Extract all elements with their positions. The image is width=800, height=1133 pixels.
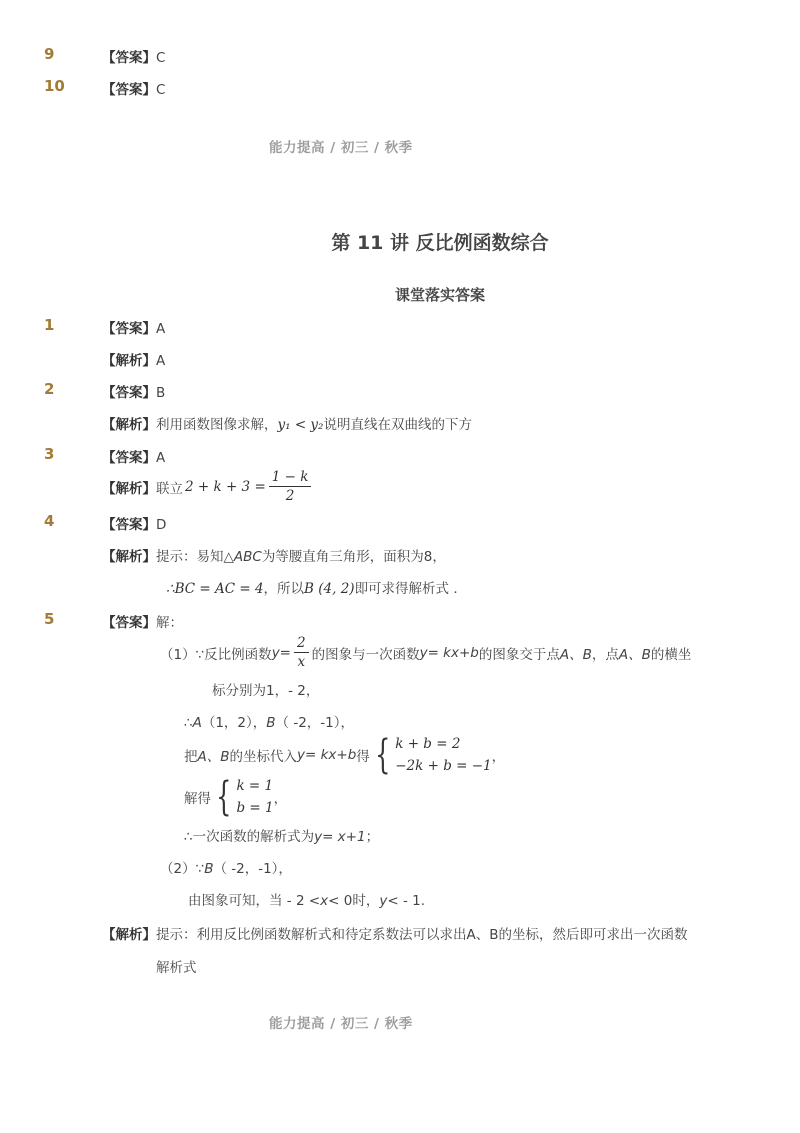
analysis-text-tail: 为等腰直角三角形，面积为8， (261, 549, 446, 565)
analysis-tag: 【解析】 (102, 549, 156, 565)
answer-tag: 【答案】 (102, 615, 156, 631)
analysis-row-3 (102, 468, 314, 505)
point-b: B (266, 715, 276, 731)
equation-system (211, 775, 274, 819)
solution-text: 得 (356, 749, 370, 765)
solution-text: 的图象交于点 (478, 646, 560, 663)
question-number-2: 2 (44, 380, 55, 398)
answer-row-2 (102, 381, 165, 401)
answer-tag: 【答案】 (102, 450, 156, 466)
question-number-3: 3 (44, 445, 55, 463)
equation-2: −2k + b = −1 (395, 758, 492, 774)
analysis-text: 提示：利用反比例函数解析式和待定系数法可以求出A、B的坐标，然后即可求出一次函数 (156, 927, 688, 943)
solution-part2-line2 (188, 889, 425, 909)
point-math: B (4, 2) (304, 581, 355, 597)
triangle-label: △ABC (223, 549, 262, 565)
answer-text: A (156, 450, 166, 466)
answer-row-5 (102, 611, 183, 631)
fraction-numerator: 1 − k (269, 468, 312, 487)
solution-text: 的横坐 (650, 646, 692, 663)
question-number-4: 4 (44, 512, 55, 530)
solution-result-line (184, 825, 379, 845)
analysis-row-5-line2: 解析式 (156, 960, 197, 976)
question-number-5: 5 (44, 610, 55, 628)
question-number-1: 1 (44, 316, 55, 334)
coords-b: （ -2，-1）， (275, 715, 355, 731)
analysis-text-tail: 即可求得解析式 . (354, 581, 458, 597)
analysis-row-2 (102, 413, 472, 433)
answer-tag: 【答案】 (102, 82, 156, 98)
fraction-denominator: 2 (285, 488, 295, 504)
answer-row-10 (102, 78, 165, 98)
answer-row-1 (102, 317, 165, 337)
variable-y: y (379, 893, 388, 909)
analysis-text: 提示：易知 (156, 549, 224, 565)
analysis-text: ，所以 (263, 581, 305, 597)
answer-row-9 (102, 46, 165, 66)
point-labels: A、B (559, 646, 592, 663)
answer-tag: 【答案】 (102, 50, 156, 66)
fraction-denominator: x (297, 654, 306, 670)
question-number-10: 10 (44, 77, 65, 95)
solution-text: （1）∵反比例函数 (160, 646, 272, 663)
equation-system (370, 733, 492, 777)
answer-text: A (156, 321, 166, 337)
equation-1: k = 1 (236, 778, 274, 794)
solution-text: 解得 (184, 791, 211, 807)
equation-2: b = 1 (236, 800, 274, 816)
point-labels: A、B (197, 749, 230, 765)
answer-text: C (156, 50, 166, 66)
answer-row-3 (102, 446, 165, 466)
section-subtitle: 课堂落实答案 (394, 286, 485, 304)
analysis-tag: 【解析】 (102, 417, 156, 433)
equation-math: 2 + k + 3 = (185, 478, 266, 495)
page-footer-bottom: 能力提高 / 初三 / 秋季 (269, 1016, 413, 1032)
analysis-row-4-line2 (166, 577, 458, 597)
fraction (294, 634, 309, 671)
point-labels: A、B (618, 646, 651, 663)
solution-substitute-line (184, 733, 505, 777)
lecture-title: 第 11 讲 反比例函数综合 (331, 232, 549, 254)
fraction-numerator: 2 (294, 634, 309, 653)
equation-1: k + b = 2 (395, 736, 461, 752)
solution-text: 的图象与一次函数 (311, 646, 420, 663)
punctuation: ， (491, 749, 506, 765)
answer-text: D (156, 517, 167, 533)
linear-function: y= kx+b (297, 747, 357, 763)
solution-part2-line1 (160, 857, 292, 877)
inequality-math: y₁ < y₂ (277, 417, 324, 433)
solution-text: < 0时， (328, 893, 380, 909)
solution-text: ∴一次函数的解析式为 (184, 829, 315, 845)
answer-row-4 (102, 513, 166, 533)
left-brace: { (216, 774, 232, 820)
solution-solve-line (184, 775, 287, 819)
solution-text: < - 1. (387, 893, 426, 909)
therefore-symbol: ∴ (184, 715, 193, 731)
analysis-row-1 (102, 349, 165, 369)
point-b: B (204, 861, 214, 877)
analysis-text: 利用函数图像求解， (156, 417, 278, 433)
answer-text: C (156, 82, 166, 98)
linear-function: y= x+1 (314, 829, 366, 845)
linear-function: y= kx+b (419, 644, 479, 661)
answer-tag: 【答案】 (102, 321, 156, 337)
punctuation: ； (365, 829, 380, 845)
answer-tag: 【答案】 (102, 385, 156, 401)
solution-text: （2）∵ (160, 861, 205, 877)
analysis-text-tail: 说明直线在双曲线的下方 (323, 417, 472, 433)
solution-part1-line1 (160, 634, 691, 671)
answer-text: 解： (156, 615, 183, 631)
analysis-tag: 【解析】 (102, 927, 156, 943)
coords-b: （ -2，-1）， (213, 861, 292, 877)
solution-text: ，点 (591, 646, 619, 663)
analysis-tag: 【解析】 (102, 353, 156, 369)
function-y: y= (271, 644, 291, 661)
page-footer-top: 能力提高 / 初三 / 秋季 (269, 140, 413, 156)
solution-coords-line (184, 711, 354, 731)
equation-math: ∴BC = AC = 4 (166, 581, 264, 597)
solution-text: 的坐标代入 (229, 749, 297, 765)
analysis-text: 联立 (156, 480, 183, 497)
question-number-9: 9 (44, 45, 55, 63)
left-brace: { (374, 732, 391, 778)
answer-tag: 【答案】 (102, 517, 156, 533)
fraction (269, 468, 312, 505)
solution-text: 把 (184, 749, 198, 765)
point-a: A (192, 715, 202, 731)
solution-part1-line2: 标分别为1，- 2， (212, 683, 320, 699)
analysis-text: A (156, 353, 166, 369)
analysis-row-5 (102, 923, 688, 943)
analysis-row-4 (102, 545, 446, 565)
coords-a: （1，2）， (201, 715, 267, 731)
solution-text: 由图象可知，当 - 2 < (188, 893, 321, 909)
punctuation: ， (273, 791, 288, 807)
variable-x: x (320, 893, 329, 909)
analysis-tag: 【解析】 (102, 480, 156, 497)
answer-text: B (156, 385, 166, 401)
